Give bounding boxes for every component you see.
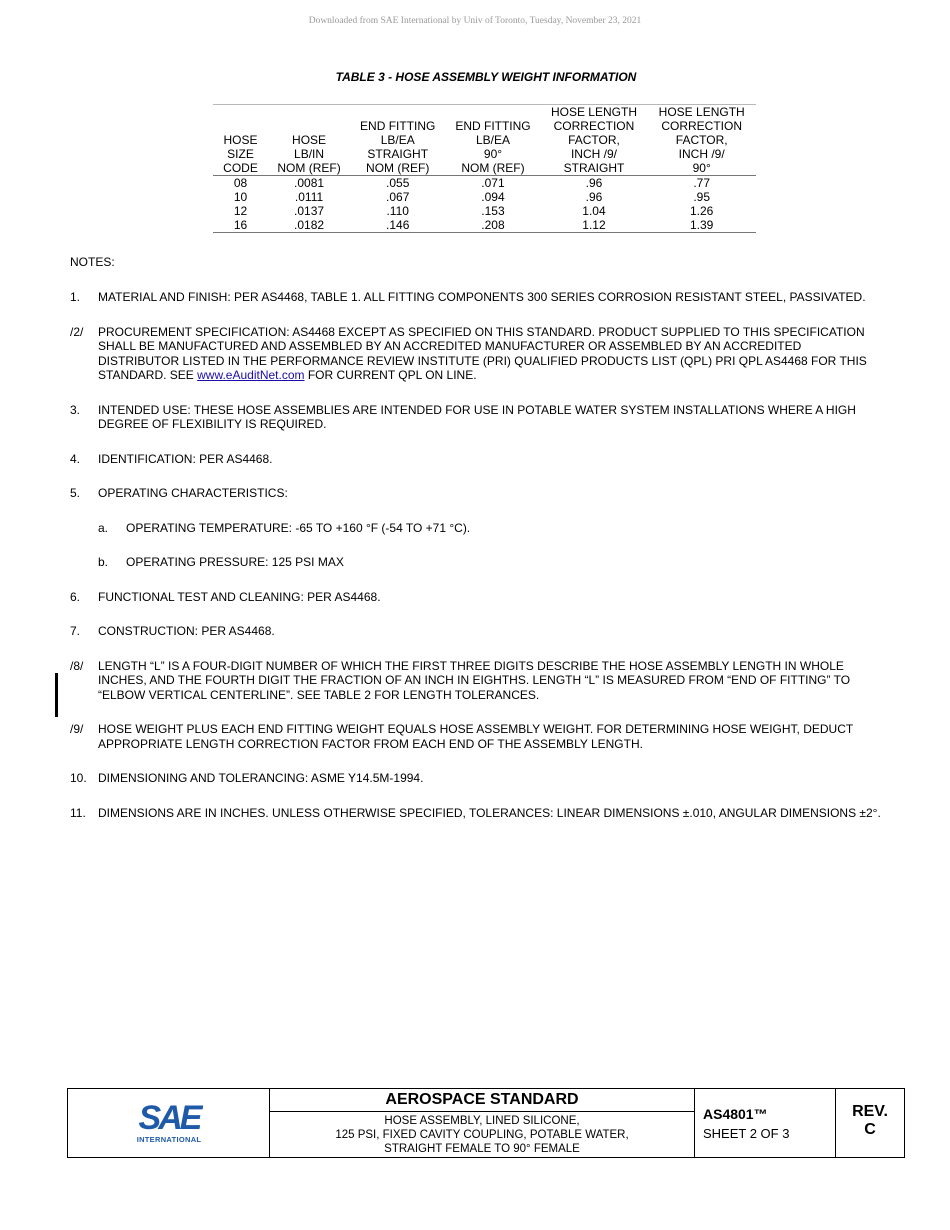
note-number: 6. bbox=[70, 589, 81, 604]
note-text: OPERATING PRESSURE: 125 PSI MAX bbox=[126, 555, 344, 569]
note-text: DIMENSIONS ARE IN INCHES. UNLESS OTHERWISE SPECIFIED, TOLERANCES: LINEAR DIMENSIONS ±.010, ANGULAR DIMENSIONS ±2°. bbox=[98, 805, 881, 820]
header-line: 90° bbox=[483, 147, 503, 161]
note-11 bbox=[70, 806, 885, 821]
table-cell: .153 bbox=[481, 204, 505, 218]
header-line: LB/IN bbox=[294, 147, 325, 161]
download-notice: Downloaded from SAE International by Univ of Toronto, Tuesday, November 23, 2021 bbox=[308, 16, 642, 26]
header-line: END FITTING bbox=[455, 119, 531, 133]
table-cell: 16 bbox=[213, 218, 268, 233]
note-text: MATERIAL AND FINISH: PER AS4468, TABLE 1. ALL FITTING COMPONENTS 300 SERIES CORROSION RESISTANT STEEL, PASSIVATED. bbox=[98, 290, 866, 304]
header-line: END FITTING bbox=[360, 119, 436, 133]
revision-change-bar bbox=[55, 673, 58, 717]
table-cell: .0137 bbox=[294, 204, 325, 218]
standard-label: AEROSPACE STANDARD bbox=[270, 1089, 694, 1112]
logo-wordmark: SAE bbox=[138, 1100, 199, 1137]
header-line: STRAIGHT bbox=[367, 147, 429, 161]
header-line: CODE bbox=[223, 161, 258, 175]
col-end-fitting-straight bbox=[350, 105, 445, 176]
note-10 bbox=[70, 771, 885, 786]
table-cell: .0111 bbox=[294, 190, 324, 204]
table-cell: .95 bbox=[693, 190, 711, 204]
description-line: 125 PSI, FIXED CAVITY COUPLING, POTABLE WATER, bbox=[335, 1129, 629, 1141]
header-line: 90° bbox=[692, 161, 711, 175]
table-row bbox=[213, 176, 756, 191]
note-number: 7. bbox=[70, 624, 81, 638]
note-3 bbox=[70, 403, 885, 432]
table-cell: .110 bbox=[386, 204, 409, 218]
table-cell: .0081 bbox=[294, 176, 325, 190]
table-cell: .067 bbox=[386, 190, 410, 204]
note-number: /2/ bbox=[70, 324, 84, 339]
col-correction-straight bbox=[541, 105, 648, 176]
document-number-cell bbox=[695, 1089, 836, 1157]
note-text: HOSE WEIGHT PLUS EACH END FITTING WEIGHT EQUALS HOSE ASSEMBLY WEIGHT. FOR DETERMINING HOSE WEIGHT, DEDUCT APPROPRIATE LENGTH CORRECTION FACTOR FROM EACH END OF THE ASSEMBLY LENGTH. bbox=[98, 722, 853, 751]
header-line: HOSE LENGTH bbox=[550, 105, 637, 119]
table-cell: 1.04 bbox=[582, 204, 606, 218]
notes-list bbox=[70, 290, 885, 840]
note-4 bbox=[70, 452, 885, 467]
col-correction-90 bbox=[647, 105, 756, 176]
header-line: STRAIGHT bbox=[563, 161, 625, 175]
table-cell: .208 bbox=[445, 218, 540, 233]
sheet-number: SHEET 2 OF 3 bbox=[703, 1126, 790, 1141]
sae-logo bbox=[68, 1089, 270, 1157]
note-number: 1. bbox=[70, 290, 81, 304]
header-line: FACTOR, bbox=[568, 133, 620, 147]
table-cell: .094 bbox=[481, 190, 505, 204]
note-number: b. bbox=[98, 555, 109, 569]
sae-logo-mark bbox=[129, 1100, 209, 1146]
table-title: TABLE 3 - HOSE ASSEMBLY WEIGHT INFORMATION bbox=[335, 70, 637, 84]
note-number: /8/ bbox=[70, 658, 84, 673]
note-text: DIMENSIONING AND TOLERANCING: ASME Y14.5M-1994. bbox=[98, 771, 424, 785]
table-cell: 1.26 bbox=[690, 204, 714, 218]
table-cell: .146 bbox=[350, 218, 445, 233]
title-block-description bbox=[270, 1089, 695, 1157]
note-2 bbox=[70, 325, 885, 383]
header-line: INCH /9/ bbox=[570, 147, 617, 161]
note-text: FUNCTIONAL TEST AND CLEANING: PER AS4468. bbox=[98, 589, 381, 604]
table-row bbox=[213, 204, 756, 218]
document-description bbox=[270, 1112, 694, 1156]
header-line: FACTOR, bbox=[675, 133, 728, 147]
header-line: HOSE LENGTH bbox=[658, 105, 745, 119]
note-number: 11. bbox=[70, 805, 86, 820]
col-hose-lb-in bbox=[268, 105, 350, 176]
eauditnet-link[interactable]: www.eAuditNet.com bbox=[197, 368, 305, 382]
header-line: HOSE bbox=[292, 133, 327, 147]
note-5a bbox=[70, 521, 885, 536]
table-cell: .96 bbox=[585, 176, 603, 190]
revision-label: REV. bbox=[852, 1103, 888, 1120]
table-cell: .055 bbox=[386, 176, 410, 190]
note-number: a. bbox=[98, 520, 109, 535]
note-text: OPERATING TEMPERATURE: -65 TO +160 °F (-54 TO +71 °C). bbox=[126, 520, 471, 535]
col-hose-size-code bbox=[213, 105, 268, 176]
description-line: STRAIGHT FEMALE TO 90° FEMALE bbox=[384, 1143, 580, 1155]
table-row bbox=[213, 218, 756, 233]
note-text: CONSTRUCTION: PER AS4468. bbox=[98, 624, 275, 638]
revision-value: C bbox=[864, 1121, 876, 1138]
header-line: CORRECTION bbox=[553, 119, 635, 133]
note-number: 5. bbox=[70, 486, 81, 500]
note-number: 3. bbox=[70, 402, 81, 417]
table-cell: 1.12 bbox=[541, 218, 648, 233]
header-line: LB/EA bbox=[475, 133, 510, 147]
header-line: INCH /9/ bbox=[678, 147, 725, 161]
table-cell: 1.39 bbox=[647, 218, 756, 233]
note-6 bbox=[70, 590, 885, 605]
note-text: INTENDED USE: THESE HOSE ASSEMBLIES ARE INTENDED FOR USE IN POTABLE WATER SYSTEM INSTALLATIONS WHERE A HIGH DEGREE OF FLEXIBILITY IS REQUIRED. bbox=[98, 402, 856, 431]
table-cell: 08 bbox=[233, 176, 248, 190]
logo-subtext: INTERNATIONAL bbox=[136, 1135, 201, 1144]
table-cell: 12 bbox=[233, 204, 248, 218]
header-line: LB/EA bbox=[380, 133, 415, 147]
note-7 bbox=[70, 624, 885, 639]
table-cell: .0182 bbox=[268, 218, 350, 233]
note-5b bbox=[70, 555, 885, 570]
weight-table bbox=[213, 104, 756, 233]
header-line: HOSE bbox=[223, 133, 258, 147]
note-text: OPERATING CHARACTERISTICS: bbox=[98, 486, 288, 500]
notes-heading: NOTES: bbox=[70, 255, 115, 269]
header-line: NOM (REF) bbox=[277, 161, 341, 175]
header-line: NOM (REF) bbox=[366, 161, 430, 175]
note-number: /9/ bbox=[70, 722, 84, 736]
note-text: LENGTH “L” IS A FOUR-DIGIT NUMBER OF WHICH THE FIRST THREE DIGITS DESCRIBE THE HOSE ASSEMBLY LENGTH IN WHOLE INCHES, AND THE FOURTH DIGIT THE FRACTION OF AN INCH IN EIGHTHS. LENGTH “L” IS MEASURED FROM “END OF FITTING” TO “ELBOW VERTICAL CENTERLINE”. SEE TABLE 2 FOR LENGTH TOLERANCES. bbox=[98, 658, 851, 702]
col-end-fitting-90 bbox=[445, 105, 540, 176]
table-cell: .071 bbox=[481, 176, 505, 190]
header-line: SIZE bbox=[227, 147, 254, 161]
table-cell: .96 bbox=[585, 190, 603, 204]
table-row bbox=[213, 190, 756, 204]
note-text: PROCUREMENT SPECIFICATION: AS4468 EXCEPT AS SPECIFIED ON THIS STANDARD. PRODUCT SUPPLIED TO THIS SPECIFICATION SHALL BE MANUFACTURED AND ASSEMBLED BY AN ACCREDITED MANUFACTURER OR ASSEMBLED BY AN ACCREDITED DISTRIBUTOR LISTED IN THE PERFORMANCE REVIEW INSTITUTE (PRI) QUALIFIED PRODUCTS LIST (QPL) PRI QPL AS4468 FOR THIS STANDARD. SEE bbox=[98, 324, 867, 382]
table-header-row bbox=[213, 105, 756, 176]
note-5 bbox=[70, 486, 885, 501]
description-line: HOSE ASSEMBLY, LINED SILICONE, bbox=[384, 1115, 580, 1127]
note-number: 10. bbox=[70, 771, 87, 785]
header-line: NOM (REF) bbox=[461, 161, 525, 175]
header-line: CORRECTION bbox=[661, 119, 743, 133]
table-cell: 10 bbox=[233, 190, 248, 204]
note-1 bbox=[70, 290, 885, 305]
note-number: 4. bbox=[70, 451, 81, 466]
document-number: AS4801™ bbox=[703, 1106, 768, 1122]
note-9 bbox=[70, 722, 885, 751]
title-block bbox=[67, 1088, 905, 1158]
note-text: FOR CURRENT QPL ON LINE. bbox=[304, 368, 477, 382]
note-text: IDENTIFICATION: PER AS4468. bbox=[98, 451, 273, 466]
revision-cell bbox=[836, 1089, 904, 1157]
table-cell: .77 bbox=[693, 176, 711, 190]
note-8 bbox=[70, 659, 885, 703]
